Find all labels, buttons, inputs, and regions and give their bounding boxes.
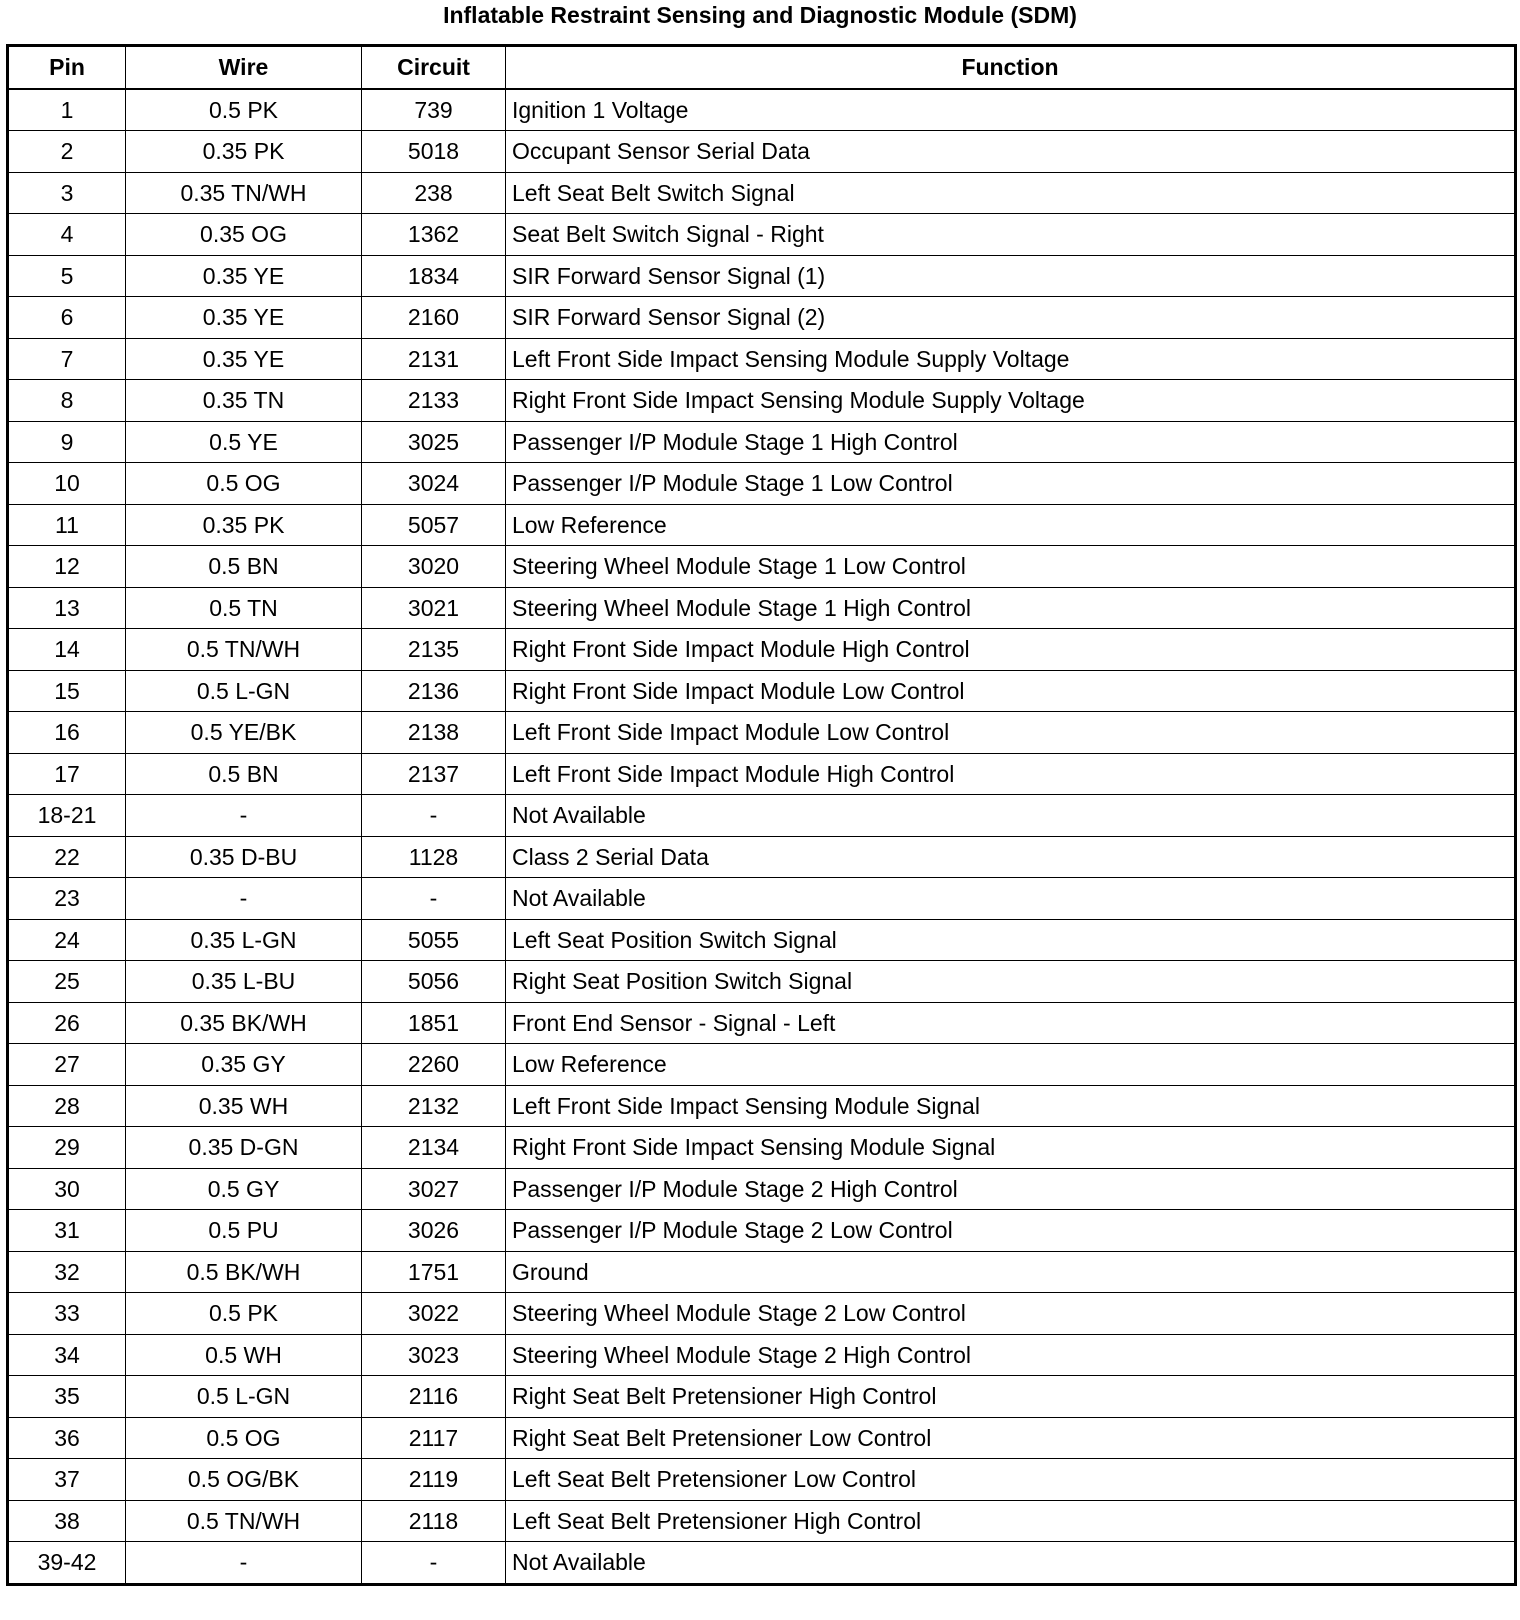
cell-function: Not Available	[506, 878, 1516, 920]
cell-pin: 37	[8, 1459, 126, 1501]
cell-function: Passenger I/P Module Stage 2 Low Control	[506, 1210, 1516, 1252]
table-row	[8, 919, 1516, 961]
header-row	[8, 46, 1516, 89]
table-row	[8, 1293, 1516, 1335]
cell-circuit: 3025	[362, 421, 506, 463]
cell-wire: 0.35 D-BU	[126, 836, 362, 878]
cell-function: Left Front Side Impact Sensing Module Signal	[506, 1085, 1516, 1127]
cell-circuit: 2119	[362, 1459, 506, 1501]
column-header-function: Function	[506, 46, 1516, 89]
table-row	[8, 629, 1516, 671]
cell-wire: 0.35 YE	[126, 255, 362, 297]
cell-wire: 0.5 L-GN	[126, 670, 362, 712]
cell-circuit: 3026	[362, 1210, 506, 1252]
cell-wire: 0.5 YE	[126, 421, 362, 463]
cell-wire: 0.35 WH	[126, 1085, 362, 1127]
table-row	[8, 463, 1516, 505]
table-row	[8, 1251, 1516, 1293]
cell-wire: -	[126, 795, 362, 837]
cell-wire: 0.35 TN/WH	[126, 172, 362, 214]
cell-wire: 0.35 GY	[126, 1044, 362, 1086]
cell-circuit: 2134	[362, 1127, 506, 1169]
table-row	[8, 712, 1516, 754]
cell-pin: 22	[8, 836, 126, 878]
cell-circuit: 1362	[362, 214, 506, 256]
cell-pin: 18-21	[8, 795, 126, 837]
cell-pin: 10	[8, 463, 126, 505]
cell-pin: 33	[8, 1293, 126, 1335]
cell-circuit: 2260	[362, 1044, 506, 1086]
table-row	[8, 1002, 1516, 1044]
cell-wire: -	[126, 878, 362, 920]
cell-function: Right Seat Belt Pretensioner Low Control	[506, 1417, 1516, 1459]
cell-circuit: 5057	[362, 504, 506, 546]
cell-wire: 0.5 PU	[126, 1210, 362, 1252]
cell-circuit: 2133	[362, 380, 506, 422]
cell-pin: 23	[8, 878, 126, 920]
cell-pin: 36	[8, 1417, 126, 1459]
cell-function: Passenger I/P Module Stage 1 High Control	[506, 421, 1516, 463]
cell-circuit: 3021	[362, 587, 506, 629]
table-row	[8, 1459, 1516, 1501]
cell-function: Left Seat Belt Pretensioner High Control	[506, 1500, 1516, 1542]
cell-wire: -	[126, 1542, 362, 1585]
cell-function: Passenger I/P Module Stage 1 Low Control	[506, 463, 1516, 505]
cell-pin: 29	[8, 1127, 126, 1169]
cell-function: Low Reference	[506, 1044, 1516, 1086]
cell-function: Passenger I/P Module Stage 2 High Control	[506, 1168, 1516, 1210]
cell-wire: 0.35 OG	[126, 214, 362, 256]
cell-wire: 0.5 YE/BK	[126, 712, 362, 754]
cell-circuit: 739	[362, 89, 506, 131]
table-row	[8, 338, 1516, 380]
cell-circuit: 1751	[362, 1251, 506, 1293]
cell-circuit: 238	[362, 172, 506, 214]
table-row	[8, 214, 1516, 256]
cell-pin: 15	[8, 670, 126, 712]
cell-wire: 0.35 PK	[126, 131, 362, 173]
table-row	[8, 546, 1516, 588]
cell-circuit: -	[362, 795, 506, 837]
cell-wire: 0.5 OG/BK	[126, 1459, 362, 1501]
cell-circuit: 3027	[362, 1168, 506, 1210]
cell-function: Occupant Sensor Serial Data	[506, 131, 1516, 173]
table-body	[8, 89, 1516, 1585]
cell-function: Steering Wheel Module Stage 2 High Control	[506, 1334, 1516, 1376]
cell-wire: 0.5 GY	[126, 1168, 362, 1210]
cell-pin: 27	[8, 1044, 126, 1086]
cell-function: Steering Wheel Module Stage 1 Low Control	[506, 546, 1516, 588]
table-row	[8, 504, 1516, 546]
cell-function: Steering Wheel Module Stage 1 High Control	[506, 587, 1516, 629]
cell-function: Not Available	[506, 1542, 1516, 1585]
cell-function: Seat Belt Switch Signal - Right	[506, 214, 1516, 256]
column-header-wire: Wire	[126, 46, 362, 89]
cell-circuit: 2137	[362, 753, 506, 795]
cell-wire: 0.5 TN/WH	[126, 1500, 362, 1542]
cell-function: Left Seat Belt Pretensioner Low Control	[506, 1459, 1516, 1501]
cell-pin: 12	[8, 546, 126, 588]
cell-circuit: 2132	[362, 1085, 506, 1127]
cell-function: Right Seat Belt Pretensioner High Control	[506, 1376, 1516, 1418]
cell-wire: 0.35 L-GN	[126, 919, 362, 961]
cell-pin: 14	[8, 629, 126, 671]
cell-circuit: 2116	[362, 1376, 506, 1418]
cell-wire: 0.5 OG	[126, 463, 362, 505]
table-row	[8, 1168, 1516, 1210]
table-row	[8, 878, 1516, 920]
cell-circuit: 2131	[362, 338, 506, 380]
cell-pin: 32	[8, 1251, 126, 1293]
cell-pin: 17	[8, 753, 126, 795]
cell-function: Right Front Side Impact Module High Control	[506, 629, 1516, 671]
cell-circuit: 1851	[362, 1002, 506, 1044]
cell-function: Right Front Side Impact Sensing Module Supply Voltage	[506, 380, 1516, 422]
cell-circuit: 2136	[362, 670, 506, 712]
cell-circuit: 2117	[362, 1417, 506, 1459]
cell-circuit: 1834	[362, 255, 506, 297]
cell-wire: 0.5 WH	[126, 1334, 362, 1376]
cell-pin: 24	[8, 919, 126, 961]
table-row	[8, 380, 1516, 422]
cell-circuit: 3020	[362, 546, 506, 588]
cell-pin: 7	[8, 338, 126, 380]
cell-wire: 0.35 YE	[126, 297, 362, 339]
table-row	[8, 297, 1516, 339]
cell-function: SIR Forward Sensor Signal (1)	[506, 255, 1516, 297]
cell-function: Ignition 1 Voltage	[506, 89, 1516, 131]
cell-function: Low Reference	[506, 504, 1516, 546]
table-row	[8, 836, 1516, 878]
cell-function: Left Seat Position Switch Signal	[506, 919, 1516, 961]
cell-function: Left Front Side Impact Module High Control	[506, 753, 1516, 795]
column-header-circuit: Circuit	[362, 46, 506, 89]
cell-pin: 9	[8, 421, 126, 463]
cell-wire: 0.5 OG	[126, 1417, 362, 1459]
table-row	[8, 1044, 1516, 1086]
cell-function: Not Available	[506, 795, 1516, 837]
cell-wire: 0.35 BK/WH	[126, 1002, 362, 1044]
cell-circuit: 5056	[362, 961, 506, 1003]
cell-wire: 0.5 TN	[126, 587, 362, 629]
table-row	[8, 1376, 1516, 1418]
cell-function: Right Front Side Impact Module Low Control	[506, 670, 1516, 712]
table-row	[8, 670, 1516, 712]
table-row	[8, 1334, 1516, 1376]
pinout-table	[6, 44, 1517, 1586]
cell-pin: 35	[8, 1376, 126, 1418]
cell-function: Left Seat Belt Switch Signal	[506, 172, 1516, 214]
cell-circuit: 5055	[362, 919, 506, 961]
cell-pin: 16	[8, 712, 126, 754]
cell-function: Left Front Side Impact Sensing Module Supply Voltage	[506, 338, 1516, 380]
cell-pin: 34	[8, 1334, 126, 1376]
cell-wire: 0.5 TN/WH	[126, 629, 362, 671]
cell-circuit: 2135	[362, 629, 506, 671]
cell-function: Steering Wheel Module Stage 2 Low Control	[506, 1293, 1516, 1335]
table-row	[8, 1127, 1516, 1169]
cell-pin: 31	[8, 1210, 126, 1252]
cell-pin: 6	[8, 297, 126, 339]
cell-circuit: 1128	[362, 836, 506, 878]
cell-circuit: 3022	[362, 1293, 506, 1335]
table-row	[8, 89, 1516, 131]
cell-function: Right Front Side Impact Sensing Module Signal	[506, 1127, 1516, 1169]
table-row	[8, 1085, 1516, 1127]
cell-wire: 0.5 BN	[126, 753, 362, 795]
cell-wire: 0.35 L-BU	[126, 961, 362, 1003]
cell-pin: 4	[8, 214, 126, 256]
page-title: Inflatable Restraint Sensing and Diagnostic Module (SDM)	[443, 2, 1077, 28]
cell-function: Class 2 Serial Data	[506, 836, 1516, 878]
cell-wire: 0.35 PK	[126, 504, 362, 546]
cell-circuit: 5018	[362, 131, 506, 173]
cell-function: SIR Forward Sensor Signal (2)	[506, 297, 1516, 339]
table-row	[8, 1210, 1516, 1252]
cell-pin: 1	[8, 89, 126, 131]
cell-pin: 26	[8, 1002, 126, 1044]
cell-circuit: -	[362, 1542, 506, 1585]
table-row	[8, 753, 1516, 795]
cell-circuit: 3023	[362, 1334, 506, 1376]
cell-circuit: -	[362, 878, 506, 920]
cell-wire: 0.35 TN	[126, 380, 362, 422]
cell-wire: 0.5 BN	[126, 546, 362, 588]
cell-pin: 30	[8, 1168, 126, 1210]
cell-function: Ground	[506, 1251, 1516, 1293]
table-row	[8, 1500, 1516, 1542]
cell-pin: 38	[8, 1500, 126, 1542]
cell-circuit: 3024	[362, 463, 506, 505]
cell-pin: 13	[8, 587, 126, 629]
cell-wire: 0.5 L-GN	[126, 1376, 362, 1418]
cell-pin: 5	[8, 255, 126, 297]
cell-pin: 2	[8, 131, 126, 173]
cell-circuit: 2160	[362, 297, 506, 339]
cell-wire: 0.5 PK	[126, 89, 362, 131]
cell-wire: 0.5 BK/WH	[126, 1251, 362, 1293]
cell-circuit: 2118	[362, 1500, 506, 1542]
table-row	[8, 1417, 1516, 1459]
table-row	[8, 131, 1516, 173]
cell-pin: 39-42	[8, 1542, 126, 1585]
cell-pin: 28	[8, 1085, 126, 1127]
cell-pin: 8	[8, 380, 126, 422]
table-row	[8, 587, 1516, 629]
cell-circuit: 2138	[362, 712, 506, 754]
cell-function: Front End Sensor - Signal - Left	[506, 1002, 1516, 1044]
table-row	[8, 795, 1516, 837]
table-row	[8, 172, 1516, 214]
column-header-pin: Pin	[8, 46, 126, 89]
table-row	[8, 1542, 1516, 1585]
cell-wire: 0.35 YE	[126, 338, 362, 380]
cell-function: Right Seat Position Switch Signal	[506, 961, 1516, 1003]
cell-pin: 3	[8, 172, 126, 214]
cell-wire: 0.5 PK	[126, 1293, 362, 1335]
cell-wire: 0.35 D-GN	[126, 1127, 362, 1169]
table-row	[8, 961, 1516, 1003]
table-row	[8, 421, 1516, 463]
cell-pin: 11	[8, 504, 126, 546]
cell-function: Left Front Side Impact Module Low Control	[506, 712, 1516, 754]
table-row	[8, 255, 1516, 297]
cell-pin: 25	[8, 961, 126, 1003]
